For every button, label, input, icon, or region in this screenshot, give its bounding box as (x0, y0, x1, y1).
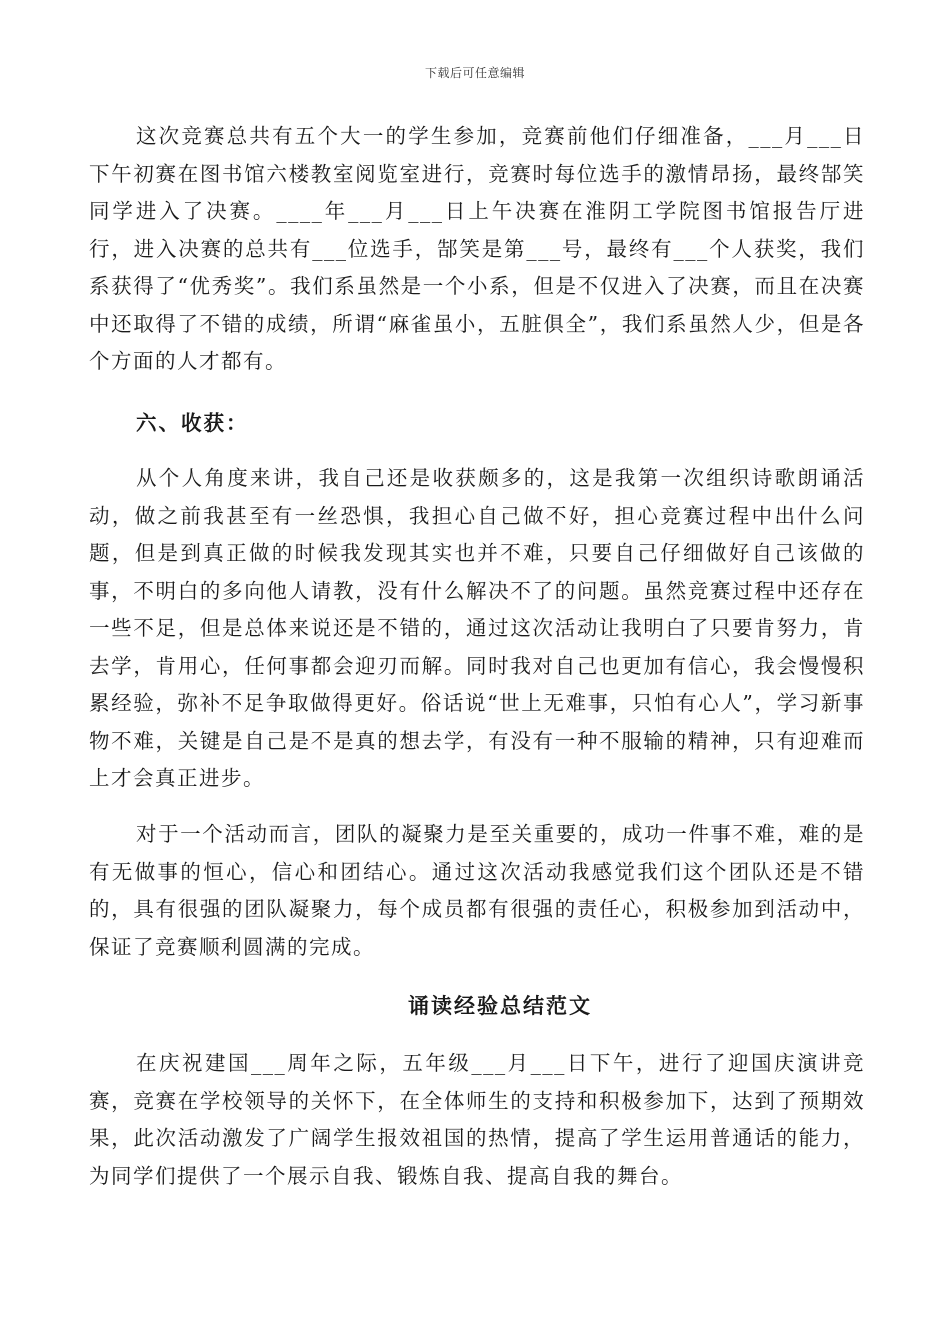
paragraph-national-day-speech: 在庆祝建国___周年之际，五年级___月___日下午，进行了迎国庆演讲竞赛，竞赛在学校领导的关怀下，在全体师生的支持和积极参加下，达到了预期效果，此次活动激发了广阔学生报效祖国的热情，提高了学生运用普通话的能力，为同学们提供了一个展示自我、锻炼自我、提高自我的舞台。 (89, 1051, 865, 1188)
section-heading-harvest: 六、收获： (136, 411, 249, 435)
paragraph-personal-harvest: 从个人角度来讲，我自己还是收获颇多的，这是我第一次组织诗歌朗诵活动，做之前我甚至有一丝恐惧，我担心自己做不好，担心竞赛过程中出什么问题，但是到真正做的时候我发现其实也并不难，只要自己仔细做好自己该做的事，不明白的多向他人请教，没有什么解决不了的问题。虽然竞赛过程中还存在一些不足，但是总体来说还是不错的，通过这次活动让我明白了只要肯努力，肯去学，肯用心，任何事都会迎刃而解。同时我对自己也更加有信心，我会慢慢积累经验，弥补不足争取做得更好。俗话说“世上无难事，只怕有心人”，学习新事物不难，关键是自己是不是真的想去学，有没有一种不服输的精神，只有迎难而上才会真正进步。 (89, 466, 865, 790)
paragraph-team-cohesion: 对于一个活动而言，团队的凝聚力是至关重要的，成功一件事不难，难的是有无做事的恒心，信心和团结心。通过这次活动我感觉我们这个团队还是不错的，具有很强的团队凝聚力，每个成员都有很强的责任心，积极参加到活动中，保证了竞赛顺利圆满的完成。 (89, 822, 865, 959)
document-title: 诵读经验总结范文 (408, 993, 592, 1018)
header-note: 下载后可任意编辑 (424, 66, 525, 80)
paragraph-competition: 这次竞赛总共有五个大一的学生参加，竞赛前他们仔细准备，___月___日下午初赛在图书馆六楼教室阅览室进行，竞赛时每位选手的激情昂扬，最终郜笑同学进入了决赛。____年___月___日上午决赛在淮阴工学院图书馆报告厅进行，进入决赛的总共有___位选手，郜笑是第___号，最终有___个人获奖，我们系获得了“优秀奖”。我们系虽然是一个小系，但是不仅进入了决赛，而且在决赛中还取得了不错的成绩，所谓“麻雀虽小，五脏俱全”，我们系虽然人少，但是各个方面的人才都有。 (89, 124, 865, 373)
